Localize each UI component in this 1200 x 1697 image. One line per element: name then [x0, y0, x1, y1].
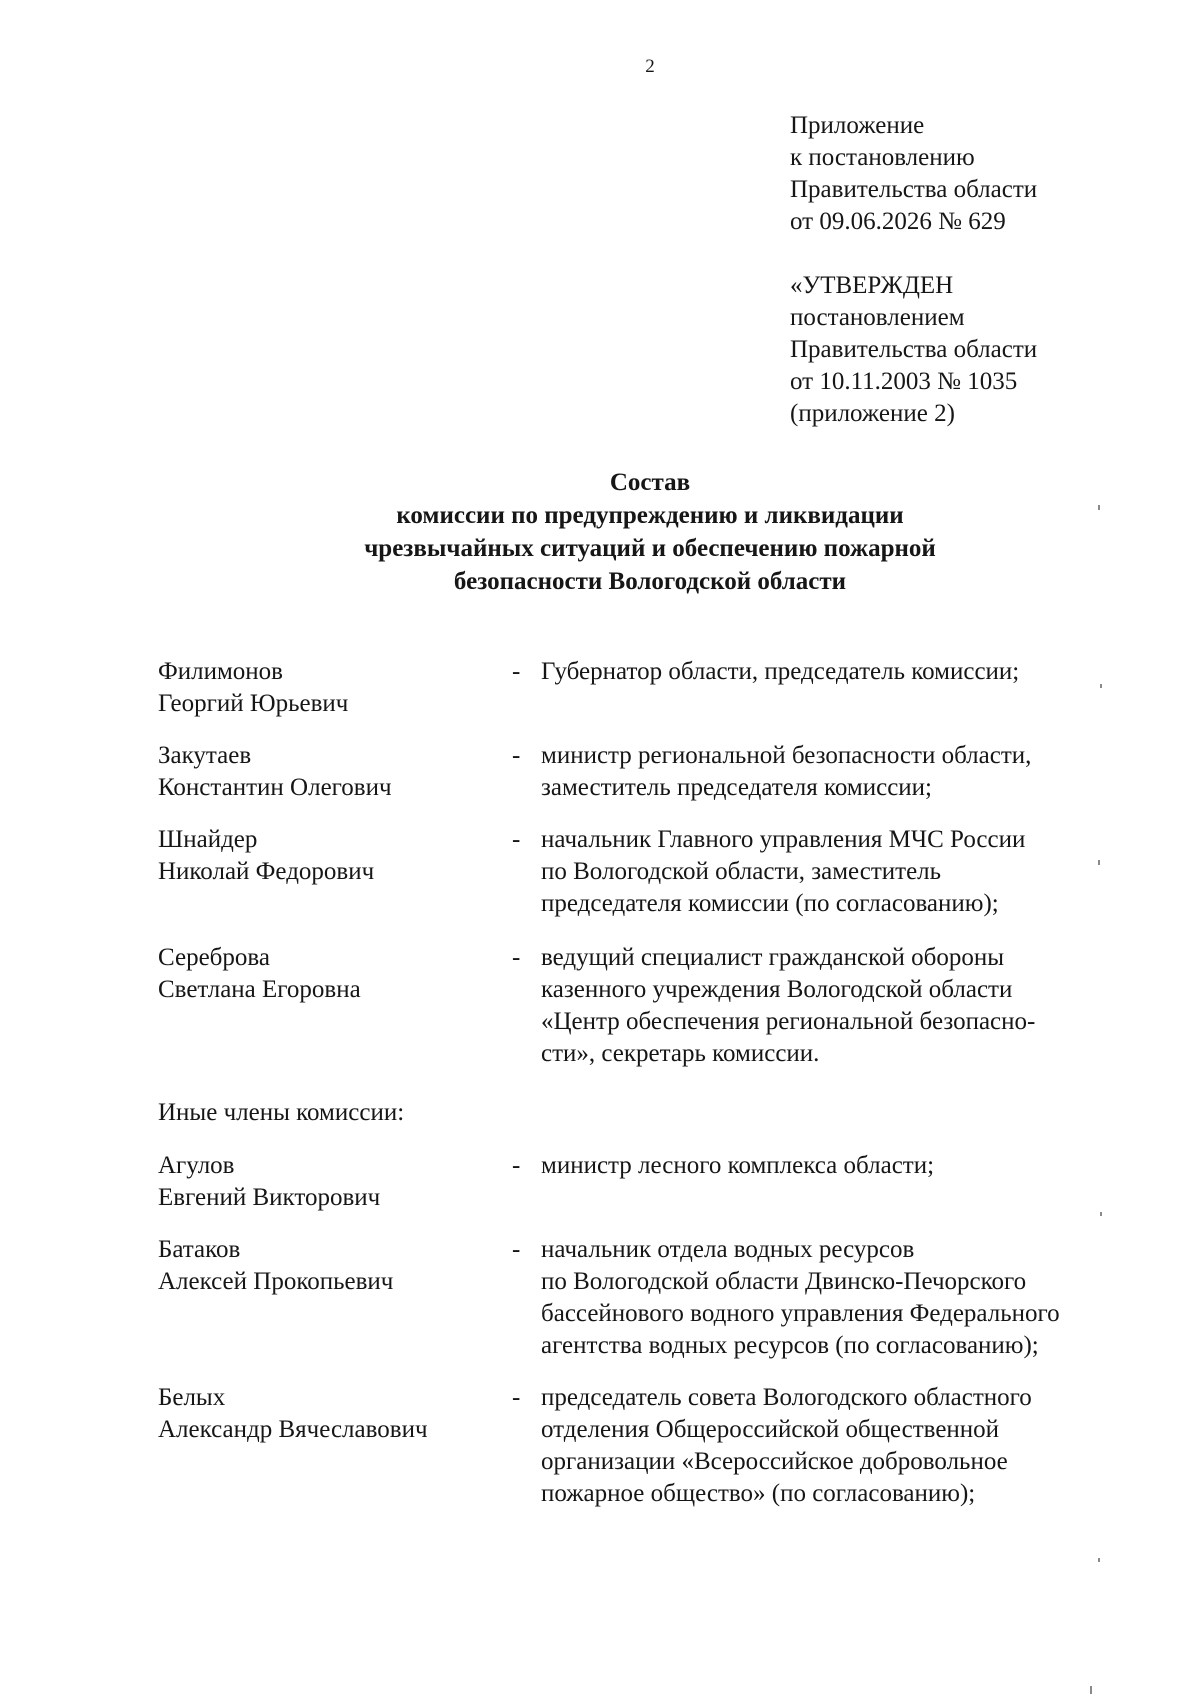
member-role-line: по Вологодской области, заместитель	[541, 858, 942, 885]
title-line: комиссии по предупреждению и ликвидации	[396, 502, 904, 529]
member-role-line: пожарное общество» (по согласованию);	[541, 1480, 976, 1507]
member-role	[541, 656, 1141, 688]
approval-stamp-block	[790, 270, 1037, 430]
member-name	[158, 740, 488, 804]
member-role-line: «Центр обеспечения региональной безопасно-	[541, 1008, 1036, 1035]
member-role	[541, 1150, 1141, 1182]
member-name	[158, 1382, 488, 1446]
scan-speck	[1098, 505, 1100, 510]
scan-speck	[1100, 1212, 1102, 1216]
member-role	[541, 1234, 1141, 1362]
approval-line: (приложение 2)	[790, 400, 955, 427]
member-dash: -	[512, 1152, 521, 1179]
approval-line: «УТВЕРЖДЕН	[790, 272, 954, 299]
member-given-names: Константин Олегович	[158, 774, 392, 801]
member-role-line: отделения Общероссийской общественной	[541, 1416, 1000, 1443]
member-given-names: Евгений Викторович	[158, 1184, 381, 1211]
member-role-line: начальник отдела водных ресурсов	[541, 1236, 915, 1263]
scan-speck	[1090, 1686, 1092, 1694]
member-name	[158, 942, 488, 1006]
approval-line: постановлением	[790, 304, 965, 331]
member-role-line: ведущий специалист гражданской обороны	[541, 944, 1004, 971]
member-surname: Сереброва	[158, 944, 270, 971]
scan-speck	[1100, 684, 1102, 688]
document-title	[250, 466, 1050, 598]
appendix-line: Правительства области	[790, 176, 1038, 203]
appendix-line: от 09.06.2026 № 629	[790, 208, 1006, 235]
member-role-line: министр региональной безопасности области,	[541, 742, 1032, 769]
title-line: безопасности Вологодской области	[453, 568, 847, 595]
member-role-line: начальник Главного управления МЧС России	[541, 826, 1026, 853]
appendix-line: Приложение	[790, 112, 925, 139]
member-dash: -	[512, 1384, 521, 1411]
member-given-names: Георгий Юрьевич	[158, 690, 349, 717]
member-name	[158, 1150, 488, 1214]
member-surname: Батаков	[158, 1236, 241, 1263]
member-role-line: Губернатор области, председатель комиссии;	[541, 658, 1020, 685]
member-name	[158, 824, 488, 888]
member-role	[541, 1382, 1141, 1510]
scan-speck	[1098, 860, 1100, 865]
member-role-line: бассейнового водного управления Федерального	[541, 1300, 1060, 1327]
member-role-line: по Вологодской области Двинско-Печорского	[541, 1268, 1027, 1295]
member-role-line: заместитель председателя комиссии;	[541, 774, 933, 801]
member-given-names: Александр Вячеславович	[158, 1416, 428, 1443]
member-role-line: организации «Всероссийское добровольное	[541, 1448, 1008, 1475]
member-given-names: Светлана Егоровна	[158, 976, 361, 1003]
member-name	[158, 1234, 488, 1298]
appendix-reference-block	[790, 110, 1037, 238]
member-name	[158, 656, 488, 720]
member-role-line: казенного учреждения Вологодской области	[541, 976, 1013, 1003]
appendix-line: к постановлению	[790, 144, 975, 171]
member-role	[541, 942, 1141, 1070]
approval-line: от 10.11.2003 № 1035	[790, 368, 1018, 395]
member-given-names: Николай Федорович	[158, 858, 375, 885]
title-line: чрезвычайных ситуаций и обеспечению пожарной	[364, 535, 936, 562]
member-surname: Шнайдер	[158, 826, 258, 853]
member-role-line: председателя комиссии (по согласованию);	[541, 890, 999, 917]
member-surname: Закутаев	[158, 742, 252, 769]
member-role-line: председатель совета Вологодского областного	[541, 1384, 1032, 1411]
member-role-line: министр лесного комплекса области;	[541, 1152, 935, 1179]
member-dash: -	[512, 658, 521, 685]
member-dash: -	[512, 742, 521, 769]
member-role-line: сти», секретарь комиссии.	[541, 1040, 820, 1067]
member-role	[541, 740, 1141, 804]
member-dash: -	[512, 1236, 521, 1263]
page-number: 2	[645, 56, 655, 77]
scan-speck	[1098, 1558, 1100, 1562]
member-dash: -	[512, 826, 521, 853]
other-members-label: Иные члены комиссии:	[158, 1099, 405, 1126]
member-surname: Белых	[158, 1384, 226, 1411]
approval-line: Правительства области	[790, 336, 1038, 363]
member-surname: Филимонов	[158, 658, 283, 685]
member-dash: -	[512, 944, 521, 971]
member-role-line: агентства водных ресурсов (по согласованию);	[541, 1332, 1039, 1359]
title-line: Состав	[609, 469, 691, 496]
member-surname: Агулов	[158, 1152, 235, 1179]
member-given-names: Алексей Прокопьевич	[158, 1268, 394, 1295]
member-role	[541, 824, 1141, 920]
